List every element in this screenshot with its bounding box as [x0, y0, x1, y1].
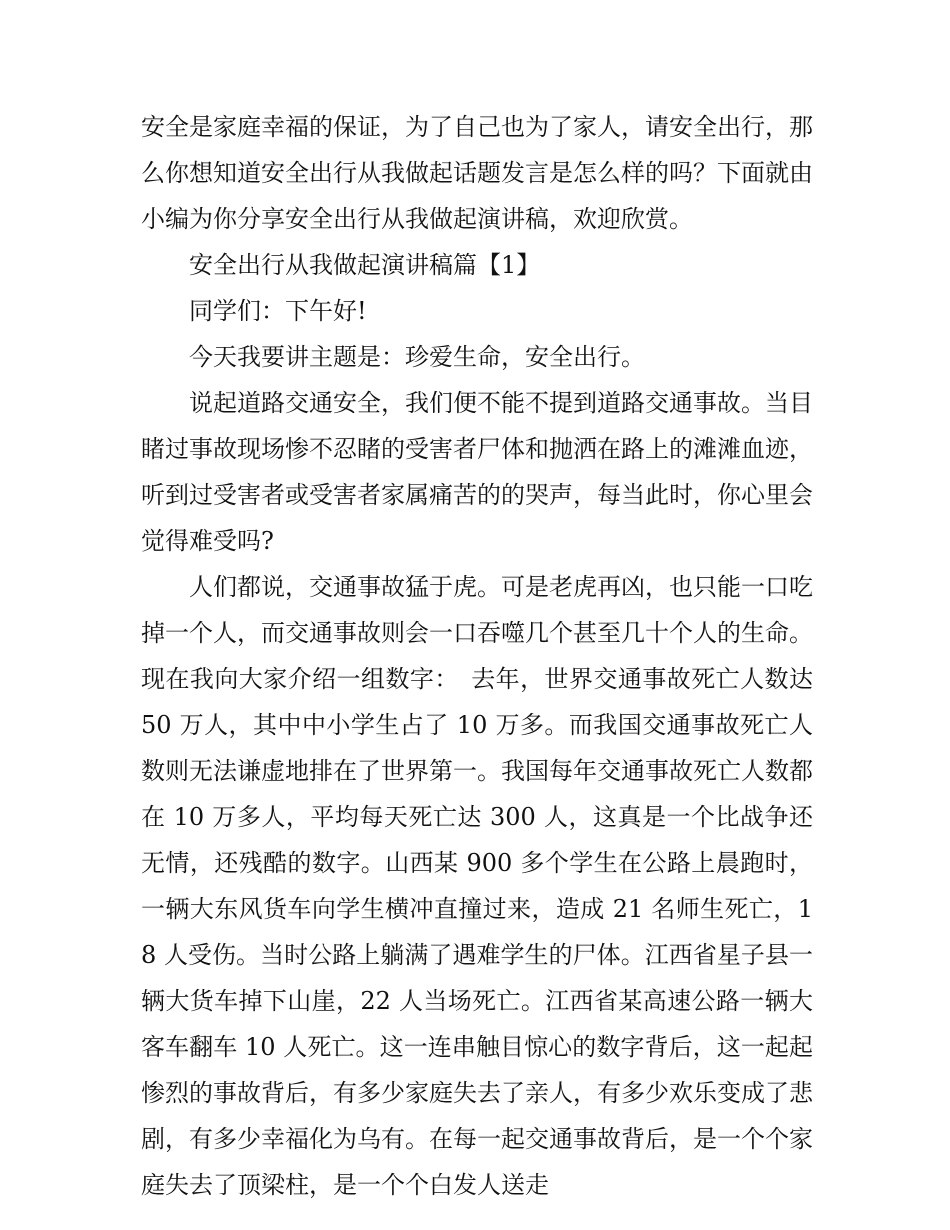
intro-paragraph: 安全是家庭幸福的保证，为了自己也为了家人，请安全出行，那么你想知道安全出行从我做起话题发言是怎么样的吗？下面就由小编为你分享安全出行从我做起演讲稿，欢迎欣赏。 [141, 113, 813, 233]
greeting-paragraph: 同学们：下午好! [189, 297, 367, 325]
body-paragraph-statistics: 人们都说，交通事故猛于虎。可是老虎再凶，也只能一口吃掉一个人，而交通事故则会一口吞噬几个甚至几十个人的生命。现在我向大家介绍一组数字： 去年，世界交通事故死亡人数达 50 万人，其中中小学生占了 10 万多。而我国交通事故死亡人数则无法谦虚地排在了世界第一。我国每年交通事故死亡人数都在 10 万多人，平均每天死亡达 300 人，这真是一个比战争还无情，还残酷的数字。山西某 900 多个学生在公路上晨跑时，一辆大东风货车向学生横冲直撞过来，造成 21 名师生死亡，18 人受伤。当时公路上躺满了遇难学生的尸体。江西省星子县一辆大货车掉下山崖，22 人当场死亡。江西省某高速公路一辆大客车翻车 10 人死亡。这一连串触目惊心的数字背后，这一起起惨烈的事故背后，有多少家庭失去了亲人，有多少欢乐变成了悲剧，有多少幸福化为乌有。在每一起交通事故背后，是一个个家庭失去了顶梁柱，是一个个白发人送走 [141, 573, 813, 1199]
document-body [141, 104, 813, 1208]
body-paragraph-traffic-safety: 说起道路交通安全，我们便不能不提到道路交通事故。当目睹过事故现场惨不忍睹的受害者尸体和抛洒在路上的滩滩血迹，听到过受害者或受害者家属痛苦的的哭声，每当此时，你心里会觉得难受吗? [141, 389, 813, 555]
section-heading: 安全出行从我做起演讲稿篇【1】 [189, 251, 541, 279]
topic-paragraph: 今天我要讲主题是：珍爱生命，安全出行。 [189, 343, 645, 371]
